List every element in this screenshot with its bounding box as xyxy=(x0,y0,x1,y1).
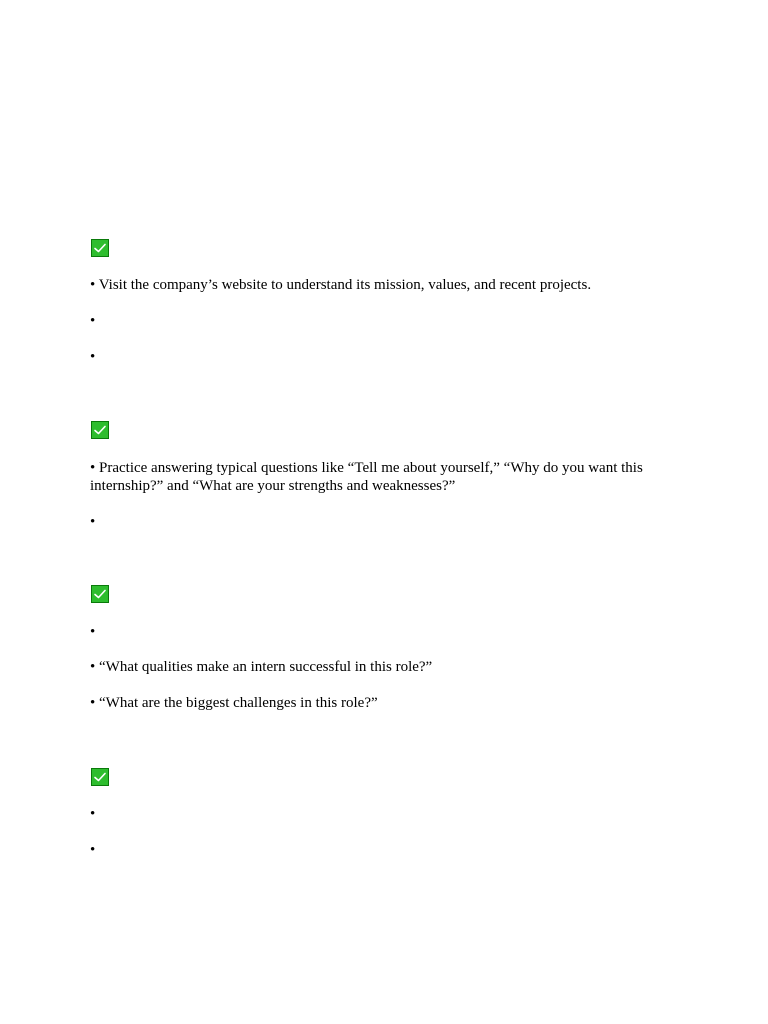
list-item: • xyxy=(90,806,96,822)
list-item: • xyxy=(90,624,96,640)
list-item: • xyxy=(90,313,96,329)
check-box-icon xyxy=(91,768,109,786)
list-item: • xyxy=(90,349,96,365)
list-item: • “What qualities make an intern successful in this role?” xyxy=(90,659,433,675)
list-item: • xyxy=(90,514,96,530)
checklist-section-2 xyxy=(90,421,670,530)
list-item: • “What are the biggest challenges in this role?” xyxy=(90,695,378,711)
list-item: • Practice answering typical questions like “Tell me about yourself,” “Why do you want this internship?” and “What are your strengths and weaknesses?” xyxy=(90,460,643,494)
check-box-icon xyxy=(91,239,109,257)
list-item: • Visit the company’s website to understand its mission, values, and recent projects. xyxy=(90,277,592,293)
check-box-icon xyxy=(91,421,109,439)
checklist-section-3 xyxy=(90,585,670,711)
check-box-icon xyxy=(91,585,109,603)
checklist-section-4 xyxy=(90,768,670,858)
list-item: • xyxy=(90,842,96,858)
checklist-section-1 xyxy=(90,239,670,365)
